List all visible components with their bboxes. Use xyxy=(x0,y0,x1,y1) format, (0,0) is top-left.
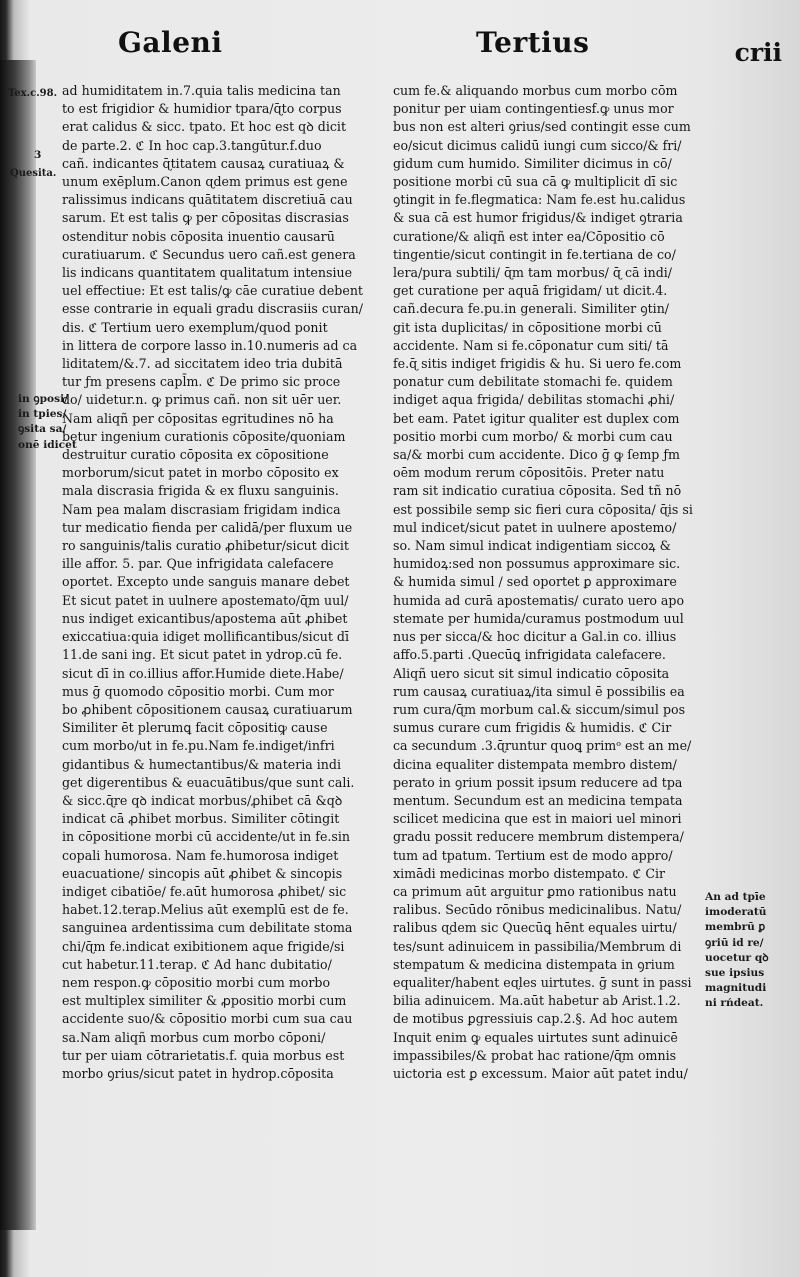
text-line: mala discrasia frigida & ex fluxu sanguinis. xyxy=(62,483,339,499)
text-line: ꝯtingit in fe.flegmatica: Nam fe.est hu.calidus xyxy=(393,192,686,208)
text-line: rum causaꝝ curatiuaꝝ/ita simul ē possibilis ea xyxy=(393,683,685,699)
text-line: ralibus. Secūdo rōnibus medicinalibus. Natu/ xyxy=(393,902,682,918)
text-line: & sua cā est humor frigidus/& indiget ꝯtraria xyxy=(393,210,683,226)
text-line: gradu possit reducere membrum distempera/ xyxy=(393,829,684,845)
text-line: erat calidus & sicc. tpato. Et hoc est qꝺ dicit xyxy=(62,119,347,135)
text-line: sa/& morbi cum accidente. Dico ḡ ꝙ ſemp ƒm xyxy=(393,447,680,463)
text-line: affo.5.parti .Quecūꝗ infrigidata calefacere. xyxy=(393,647,666,663)
text-line: ponatur cum debilitate stomachi fe. quidem xyxy=(393,374,673,390)
text-line: ralissimus indicans quātitatem discretiuā cau xyxy=(62,192,353,208)
text-line: tum ad tpatum. Tertium est de modo appro/ xyxy=(393,847,673,863)
text-line: indiget cibatiōe/ fe.aūt humorosa ꝓhibet/ sic xyxy=(62,883,347,899)
text-line: Nam pea malam discrasiam frigidam indica xyxy=(62,501,341,517)
text-line: copali humorosa. Nam fe.humorosa indiget xyxy=(62,847,339,863)
text-line: unum exēplum.Canon ɋdem primus est gene xyxy=(62,174,348,190)
text-line: de motibus ꝑgressiuis cap.2.§. Ad hoc autem xyxy=(393,1011,678,1027)
text-line: ca primum aūt arguitur ꝑmo rationibus natu xyxy=(393,883,677,899)
text-line: tingentie/sicut contingit in fe.tertiana de co/ xyxy=(393,246,676,262)
text-line: dicina equaliter distempata membro distem/ xyxy=(393,756,677,772)
text-line: accidente. Nam si fe.cōponatur cum siti/ tā xyxy=(393,337,669,353)
text-line: ximādi medicinas morbo distempato. ℭ Cir xyxy=(393,865,666,881)
text-line: gidum cum humido. Similiter dicimus in cō/ xyxy=(393,155,672,171)
text-line: uel effectiue: Et est talis/ꝙ cāe curatiue debent xyxy=(62,283,363,299)
text-line: ad humiditatem in.7.quia talis medicina tan xyxy=(62,83,341,98)
text-line: equaliter/habent eɋles uirtutes. ḡ sunt in passi xyxy=(393,974,692,990)
text-line: uictoria est ꝑ excessum. Maior aūt patet indu/ xyxy=(393,1065,688,1081)
text-line: nus indiget exicantibus/apostema aūt ꝓhibet xyxy=(62,610,348,626)
text-line: cum fe.& aliquando morbus cum morbo cōm xyxy=(393,83,678,98)
text-line: euacuatione/ sincopis aūt ꝓhibet & sincopis xyxy=(62,865,343,881)
text-line: lera/pura subtili/ ɋ̄m tam morbus/ ɋ̄ cā indi/ xyxy=(393,265,673,281)
text-line: mul indicet/sicut patet in uulnere apostemo/ xyxy=(393,519,677,535)
right-text-column xyxy=(393,82,693,1083)
text-line: stemate per humida/curamus postmodum uul xyxy=(393,610,684,626)
text-line: lis indicans quantitatem qualitatum intensiue xyxy=(62,265,353,281)
right-gloss-line: imoderatū xyxy=(705,906,767,919)
text-line: ralibus ɋdem sic Quecūꝗ hēnt equales uirtu/ xyxy=(393,920,677,936)
text-line: eo/sicut dicimus calidū iungi cum sicco/& fri/ xyxy=(393,137,682,153)
text-line: sa.Nam aliqñ morbus cum morbo cōponi/ xyxy=(62,1029,326,1045)
text-line: ca secundum .3.ɋ̄runtur quoꝗ primᵒ est an me/ xyxy=(393,738,692,754)
right-gloss-line: uocetur qꝺ xyxy=(705,951,769,964)
text-line: git ista duplicitas/ in cōpositione morbi cū xyxy=(393,319,662,335)
text-line: Nam aliqñ per cōpositas egritudines nō ha xyxy=(62,410,334,426)
text-line: ponitur per uiam contingentiesf.ꝙ unus mor xyxy=(393,101,674,117)
text-line: sanguinea ardentissima cum debilitate stoma xyxy=(62,920,353,936)
text-line: morbo ꝯrius/sicut patet in hydrop.cōposita xyxy=(62,1065,334,1081)
text-line: impassibiles/& probat hac ratione/ɋ̄m omnis xyxy=(393,1047,677,1063)
text-line: est multiplex similiter & ꝓpositio morbi cum xyxy=(62,993,347,1009)
text-line: sicut dī in co.illius affor.Humide diete.Habe/ xyxy=(62,665,344,681)
text-line: Inquit enim ꝙ equales uirtutes sunt adinuicē xyxy=(393,1029,678,1045)
text-line: exiccatiua:quia idiget mollificantibus/sicut dī xyxy=(62,629,350,645)
text-line: betur ingenium curationis cōposite/quoniam xyxy=(62,428,346,444)
facing-page-edge xyxy=(0,60,36,1230)
text-line: ram sit indicatio curatiua cōposita. Sed tñ nō xyxy=(393,483,682,499)
text-line: est possibile semp sic fieri cura cōposita/ ɋ̄is si xyxy=(393,501,693,517)
text-line: sarum. Et est talis ꝙ per cōpositas discrasias xyxy=(62,210,349,226)
text-line: indiget aqua frigida/ debilitas stomachi ꝓhi/ xyxy=(393,392,675,408)
text-line: habet.12.terap.Melius aūt exemplū est de fe. xyxy=(62,902,349,918)
text-line: positione morbi cū sua cā ꝙ multiplicit dī sic xyxy=(393,174,678,190)
text-line: ille affor. 5. par. Que infrigidata calefacere xyxy=(62,556,334,572)
text-line: humidoꝝ:sed non possumus approximare sic. xyxy=(393,556,681,572)
text-line: cañ.decura fe.pu.in generali. Similiter ꝯtin/ xyxy=(393,301,670,317)
text-line: tur medicatio fienda per calidā/per fluxum ue xyxy=(62,519,353,535)
text-line: mus ḡ quomodo cōpositio morbi. Cum mor xyxy=(62,683,334,699)
right-gloss-line: An ad tpīe xyxy=(705,891,766,903)
text-line: cum morbo/ut in fe.pu.Nam fe.indiget/infri xyxy=(62,738,335,754)
left-text-column xyxy=(62,82,374,1083)
text-line: destruitur curatio cōposita ex cōpositione xyxy=(62,447,329,463)
right-gloss xyxy=(705,890,769,1012)
text-line: fe.ɋ̄ sitis indiget frigidis & hu. Si uero fe.com xyxy=(393,356,682,372)
text-line: de parte.2. ℭ In hoc cap.3.tangūtur.f.duo xyxy=(62,137,322,153)
running-head-left: Galeni xyxy=(118,26,223,59)
text-line: tes/sunt adinuicem in passibilia/Membrum di xyxy=(393,938,682,954)
text-line: to est frigidior & humidior tpara/ɋ̄to corpus xyxy=(62,101,342,117)
text-line: humida ad curā apostematis/ curato uero apo xyxy=(393,592,685,608)
text-line: oēm modum rerum cōpositōis. Preter natu xyxy=(393,465,665,481)
left-gloss-line: ꝯsita sa/ xyxy=(18,423,67,436)
text-line: liditatem/&.7. ad siccitatem ideo tria dubitā xyxy=(62,356,343,372)
text-line: rum cura/ɋ̄m morbum cal.& siccum/simul pos xyxy=(393,701,686,717)
text-line: tur ƒm presens capl̄m. ℭ De primo sic proce xyxy=(62,374,341,390)
text-line: stempatum & medicina distempata in ꝯrium xyxy=(393,956,675,972)
text-line: bus non est alteri ꝯrius/sed contingit esse cum xyxy=(393,119,691,135)
text-line: so. Nam simul indicat indigentiam siccoꝝ & xyxy=(393,538,671,554)
left-gloss-line: in tpies/ xyxy=(18,408,67,421)
right-gloss-line: magnitudi xyxy=(705,982,767,995)
margin-question-label: Quesita. xyxy=(10,168,57,179)
text-line: mentum. Secundum est an medicina tempata xyxy=(393,792,683,808)
text-line: morborum/sicut patet in morbo cōposito ex xyxy=(62,465,339,481)
text-line: ro sanguinis/talis curatio ꝓhibetur/sicut dicit xyxy=(62,538,349,554)
margin-text-reference: Tex.c.98. xyxy=(8,88,58,99)
text-line: in littera de corpore lasso in.10.numeris ad ca xyxy=(62,337,358,353)
right-gloss-line: membrū ꝑ xyxy=(705,921,766,934)
text-line: 11.de sani ing. Et sicut patet in ydrop.cū fe. xyxy=(62,647,343,663)
text-line: cut habetur.11.terap. ℭ Ad hanc dubitatio/ xyxy=(62,956,332,972)
text-line: ostenditur nobis cōposita inuentio causarū xyxy=(62,228,335,244)
text-line: chi/ɋ̄m fe.indicat exibitionem aque frigide/si xyxy=(62,938,345,954)
left-gloss-line: in ꝯposi/ xyxy=(18,393,68,405)
text-line: Similiter ēt plerumꝗ facit cōpositiꝙ cause xyxy=(62,720,328,736)
text-line: esse contrarie in equali gradu discrasiis curan/ xyxy=(62,301,363,317)
margin-question-number: 3 xyxy=(34,149,42,161)
text-line: & humida simul / sed oportet ꝑ approximare xyxy=(393,574,677,590)
running-head-center: Tertius xyxy=(476,26,590,59)
right-gloss-line: ꝯriū id re/ xyxy=(705,936,764,949)
text-line: positio morbi cum morbo/ & morbi cum cau xyxy=(393,428,673,444)
text-line: cañ. indicantes ɋ̄titatem causaꝝ curatiuaꝝ & xyxy=(62,155,345,171)
text-line: get curatione per aquā frigidam/ ut dicit.4. xyxy=(393,283,668,299)
text-line: do/ uidetur.n. ꝙ primus cañ. non sit uēr uer. xyxy=(62,392,342,408)
text-line: indicat cā ꝓhibet morbus. Similiter cōtingit xyxy=(62,811,340,827)
folio-number: crii xyxy=(734,38,782,67)
left-gloss-line: onē idicet xyxy=(18,438,77,451)
text-line: curatione/& aliqñ est inter ea/Cōpositio cō xyxy=(393,228,665,244)
right-gloss-line: ni rńdeat. xyxy=(705,997,764,1010)
text-line: bilia adinuicem. Ma.aūt habetur ab Arist.1.2. xyxy=(393,993,681,1009)
text-line: dis. ℭ Tertium uero exemplum/quod ponit xyxy=(62,319,328,335)
text-line: curatiuarum. ℭ Secundus uero cañ.est genera xyxy=(62,246,356,262)
text-line: & sicc.ɋ̄re qꝺ indicat morbus/ꝓhibet cā &qꝺ xyxy=(62,792,343,808)
text-line: nem respon.ꝙ cōpositio morbi cum morbo xyxy=(62,974,331,990)
right-gloss-line: sue ipsius xyxy=(705,967,765,980)
text-line: get digerentibus & euacuātibus/que sunt cali. xyxy=(62,774,355,790)
text-line: nus per sicca/& hoc dicitur a Gal.in co. illius xyxy=(393,629,677,645)
text-line: bet eam. Patet igitur qualiter est duplex com xyxy=(393,410,680,426)
text-line: oportet. Excepto unde sanguis manare debet xyxy=(62,574,350,590)
text-line: scilicet medicina que est in maiori uel minori xyxy=(393,811,682,827)
text-line: accidente suo/& cōpositio morbi cum sua cau xyxy=(62,1011,353,1027)
text-line: in cōpositione morbi cū accidente/ut in fe.sin xyxy=(62,829,351,845)
text-line: perato in ꝯrium possit ipsum reducere ad tpa xyxy=(393,774,683,790)
text-line: Aliqñ uero sicut sit simul indicatio cōposita xyxy=(393,665,670,681)
text-line: Et sicut patet in uulnere apostemato/ɋ̄m uul/ xyxy=(62,592,349,608)
text-line: sumus curare cum frigidis & humidis. ℭ Cir xyxy=(393,720,672,736)
text-line: bo ꝓhibent cōpositionem causaꝝ curatiuarum xyxy=(62,701,353,717)
text-line: gidantibus & humectantibus/& materia indi xyxy=(62,756,341,772)
text-line: tur per uiam cōtrarietatis.f. quia morbus est xyxy=(62,1047,345,1063)
